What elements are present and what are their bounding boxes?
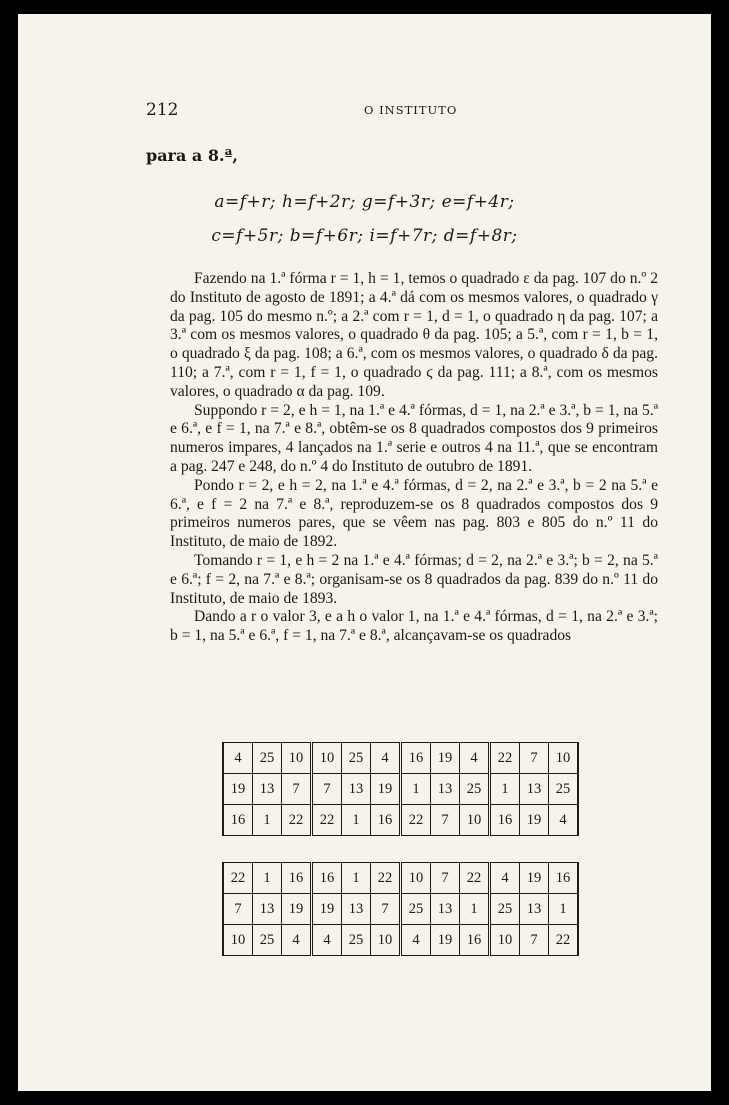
table-cell: 10 (460, 805, 490, 836)
table-cell: 10 (282, 743, 312, 774)
table-cell: 7 (520, 743, 549, 774)
table-cell: 19 (282, 894, 312, 925)
table-cell: 7 (371, 894, 401, 925)
table-cell: 19 (431, 925, 460, 956)
table-cell: 1 (460, 894, 490, 925)
paragraph: Dando a r o valor 3, e a h o valor 1, na 1.ª e 4.ª fórmas, d = 1, na 2.ª e 3.ª; b = 1, na 5.ª e 6.ª, f = 1, na 7.ª e 8.ª, alcançavam-se os quadrados (170, 608, 658, 645)
paragraph: Tomando r = 1, e h = 2 na 1.ª e 4.ª fórmas; d = 2, na 2.ª e 3.ª; b = 2, na 5.ª e 6.ª; f = 2, na 7.ª e 8.ª; organisam-se os 8 quadrados da pag. 839 do n.º 11 do Instituto, de maio de 1893. (170, 551, 658, 607)
table-cell: 13 (253, 894, 282, 925)
table-cell: 10 (223, 925, 253, 956)
table-cell: 1 (490, 774, 520, 805)
table-cell: 25 (460, 774, 490, 805)
table-body (223, 863, 578, 956)
table-cell: 4 (282, 925, 312, 956)
table-cell: 4 (549, 805, 579, 836)
table-cell: 7 (312, 774, 342, 805)
table-cell: 1 (253, 805, 282, 836)
table-row (223, 894, 578, 925)
table-cell: 25 (342, 925, 371, 956)
table-cell: 25 (342, 743, 371, 774)
table-cell: 1 (342, 805, 371, 836)
table-cell: 7 (431, 863, 460, 894)
table-row (223, 774, 578, 805)
table-row (223, 805, 578, 836)
table-cell: 13 (253, 774, 282, 805)
table-cell: 22 (223, 863, 253, 894)
formula-line: a=f+r; h=f+2r; g=f+3r; e=f+4r; (214, 192, 515, 212)
table-cell: 25 (253, 743, 282, 774)
table-cell: 7 (431, 805, 460, 836)
table-cell: 13 (431, 894, 460, 925)
table-cell: 7 (223, 894, 253, 925)
body-text (170, 270, 658, 646)
intro-text: para a 8.ª, (146, 146, 238, 165)
table-cell: 4 (460, 743, 490, 774)
table-cell: 16 (549, 863, 579, 894)
table-cell: 22 (460, 863, 490, 894)
table-cell: 1 (549, 894, 579, 925)
table-row (223, 863, 578, 894)
table-cell: 16 (312, 863, 342, 894)
table-cell: 22 (401, 805, 431, 836)
magic-squares-table-1 (222, 742, 579, 836)
table-cell: 4 (490, 863, 520, 894)
table-cell: 16 (490, 805, 520, 836)
table-cell: 19 (431, 743, 460, 774)
table-cell: 1 (401, 774, 431, 805)
page-header (146, 100, 546, 122)
table-cell: 16 (282, 863, 312, 894)
table-cell: 19 (223, 774, 253, 805)
table-cell: 25 (253, 925, 282, 956)
table-row (223, 925, 578, 956)
table-cell: 10 (371, 925, 401, 956)
formula-line: c=f+5r; b=f+6r; i=f+7r; d=f+8r; (211, 226, 518, 246)
paragraph: Pondo r = 2, e h = 2, na 1.ª e 4.ª fórmas, d = 2, na 2.ª e 3.ª, b = 2 na 5.ª e 6.ª, e f = 2 na 7.ª e 8.ª, reproduzem-se os 8 quadrados compostos dos 9 primeiros numeros pares, que se vêem nas pag. 803 e 805 do n.º 11 do Instituto, de maio de 1892. (170, 476, 658, 551)
table-cell: 13 (342, 894, 371, 925)
table-cell: 22 (549, 925, 579, 956)
paragraph: Suppondo r = 2, e h = 1, na 1.ª e 4.ª fórmas, d = 1, na 2.ª e 3.ª, b = 1, na 5.ª e 6.ª, e f = 1, na 7.ª e 8.ª, obtêm-se os 8 quadrados compostos dos 9 primeiros numeros impares, 4 lançados na 1.ª serie e outros 4 na 11.ª, que se encontram a pag. 247 e 248, do n.º 4 do Instituto de outubro de 1891. (170, 401, 658, 475)
table-cell: 19 (520, 863, 549, 894)
table-cell: 16 (223, 805, 253, 836)
table-cell: 10 (490, 925, 520, 956)
book-page (18, 14, 711, 1091)
table-cell: 19 (520, 805, 549, 836)
table-cell: 7 (282, 774, 312, 805)
table-cell: 22 (282, 805, 312, 836)
table-cell: 10 (549, 743, 579, 774)
page-number: 212 (146, 100, 179, 120)
table-cell: 19 (312, 894, 342, 925)
table-cell: 10 (312, 743, 342, 774)
table-cell: 19 (371, 774, 401, 805)
table-cell: 1 (342, 863, 371, 894)
table-cell: 4 (371, 743, 401, 774)
table-cell: 4 (223, 743, 253, 774)
magic-squares-table-2 (222, 862, 579, 956)
table-row (223, 743, 578, 774)
table-cell: 25 (490, 894, 520, 925)
table-body (223, 743, 578, 836)
paragraph: Fazendo na 1.ª fórma r = 1, h = 1, temos o quadrado ε da pag. 107 do n.º 2 do Instituto de agosto de 1891; a 4.ª dá com os mesmos valores, o quadrado γ da pag. 105 do mesmo n.º; a 2.ª com r = 1, d = 1, o quadrado η da pag. 107; a 3.ª com os mesmos valores, o quadrado θ da pag. 105; a 5.ª, com r = 1, b = 1, o quadrado ξ da pag. 108; a 6.ª, com os mesmos valores, o quadrado δ da pag. 110; a 7.ª, com r = 1, f = 1, o quadrado ϛ da pag. 111; a 8.ª, com os mesmos valores, o quadrado α da pag. 109. (170, 270, 658, 400)
table-cell: 16 (371, 805, 401, 836)
running-title: O INSTITUTO (364, 103, 458, 117)
table-cell: 22 (490, 743, 520, 774)
table-cell: 13 (342, 774, 371, 805)
table-cell: 25 (549, 774, 579, 805)
table-cell: 25 (401, 894, 431, 925)
table-cell: 13 (520, 894, 549, 925)
table-cell: 22 (312, 805, 342, 836)
table-cell: 16 (401, 743, 431, 774)
table-cell: 4 (312, 925, 342, 956)
table-cell: 16 (460, 925, 490, 956)
table-cell: 7 (520, 925, 549, 956)
table-cell: 10 (401, 863, 431, 894)
table-cell: 22 (371, 863, 401, 894)
table-cell: 4 (401, 925, 431, 956)
table-cell: 13 (520, 774, 549, 805)
table-cell: 13 (431, 774, 460, 805)
table-cell: 1 (253, 863, 282, 894)
